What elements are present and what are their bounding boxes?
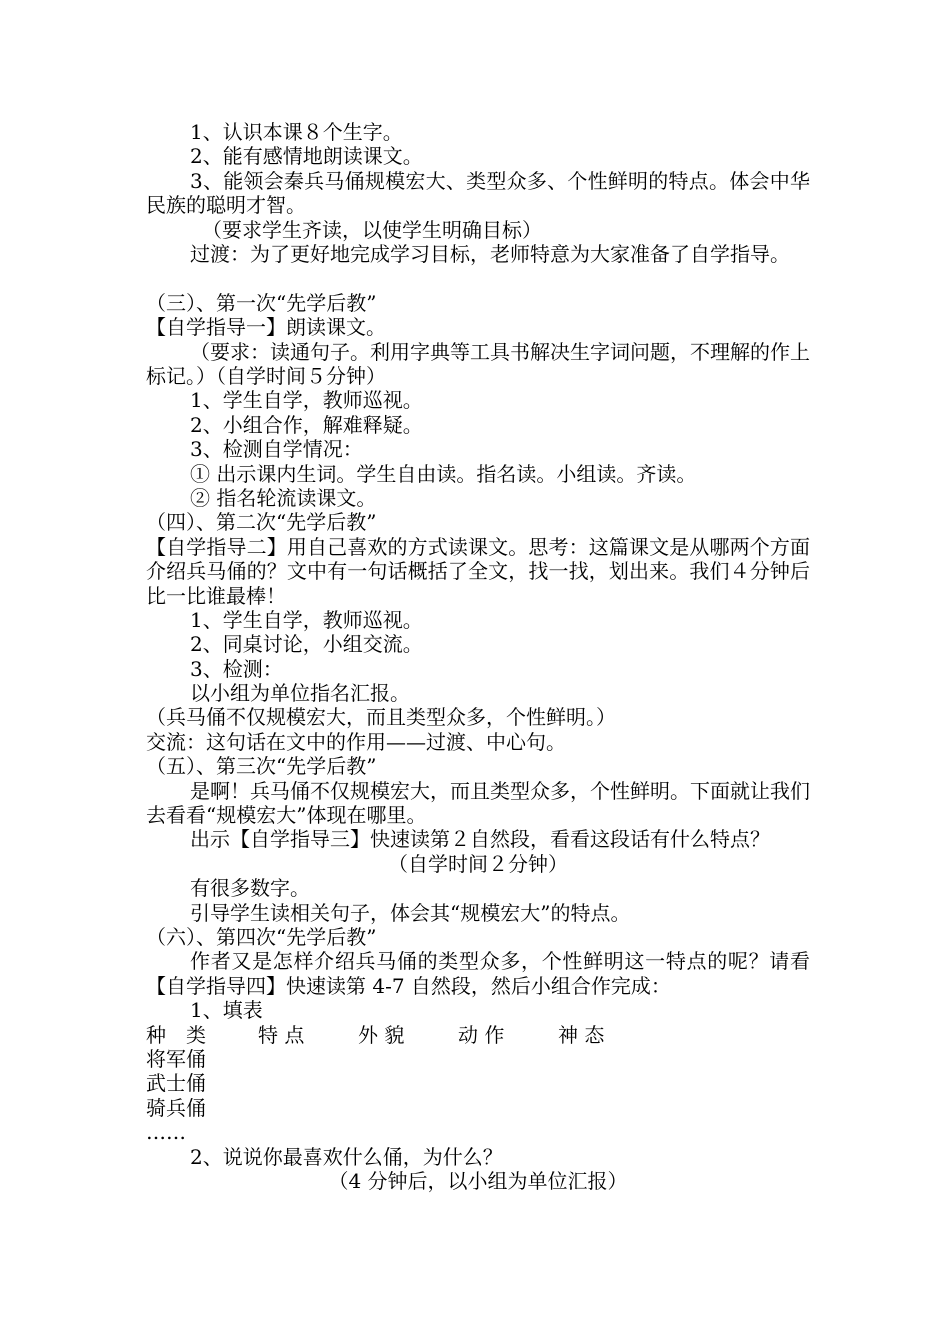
task-3a: 以小组为单位指名汇报。	[190, 681, 410, 706]
answer-3b: 引导学生读相关句子，体会其“规模宏大”的特点。	[190, 900, 631, 925]
table-header-feature: 特 点	[258, 1022, 305, 1047]
section-6-paragraph: 作者又是怎样介绍兵马俑的类型众多，个性鲜明这一特点的呢？请看【自学指导四】快速读第 4-7 自然段，然后小组合作完成：	[146, 949, 810, 998]
table-header-type: 种 类	[146, 1022, 206, 1047]
task-1: 1、学生自学，教师巡视。	[190, 607, 423, 632]
guide-3-line: 出示【自学指导三】快速读第２自然段，看看这段话有什么特点？	[190, 827, 770, 852]
table-header-appearance: 外 貌	[358, 1022, 405, 1047]
section-3-heading: （三）、第一次“先学后教”	[146, 290, 377, 315]
favorite-question: 2、说说你最喜欢什么俑，为什么？	[190, 1144, 503, 1169]
table-row: 将军俑	[146, 1046, 206, 1071]
guide-2-paragraph: 【自学指导二】用自己喜欢的方式读课文。思考：这篇课文是从哪两个方面介绍兵马俑的？文中有一句话概括了全文，找一找，划出来。我们４分钟后比一比谁最棒！	[146, 534, 810, 608]
step-3b: ② 指名轮流读课文。	[190, 485, 377, 510]
table-header-row	[146, 1023, 810, 1047]
transition-paragraph: 过渡：为了更好地完成学习目标，老师特意为大家准备了自学指导。	[190, 241, 790, 266]
objective-1: 1、认识本课８个生字。	[190, 120, 403, 144]
guide-3-time: （自学时间２分钟）	[388, 851, 568, 876]
table-row-ellipsis: ……	[146, 1120, 186, 1145]
table-header-action: 动 作	[458, 1022, 505, 1047]
table-row: 骑兵俑	[146, 1095, 206, 1120]
task-3b: （兵马俑不仅规模宏大，而且类型众多，个性鲜明。）	[146, 705, 616, 730]
document-body	[146, 120, 810, 1193]
fill-table-label: 1、填表	[190, 998, 263, 1023]
section-4-heading: （四）、第二次“先学后教”	[146, 510, 377, 535]
step-3a: ① 出示课内生词。学生自由读。指名读。小组读。齐读。	[190, 461, 697, 486]
step-3: 3、检测自学情况：	[190, 437, 363, 462]
task-2: 2、同桌讨论，小组交流。	[190, 632, 423, 657]
read-requirement: （要求学生齐读，以使学生明确目标）	[202, 217, 542, 242]
section-5-heading: （五）、第三次“先学后教”	[146, 754, 377, 779]
table-header-expression: 神 态	[558, 1022, 605, 1047]
objective-2: 2、能有感情地朗读课文。	[190, 144, 423, 169]
section-5-paragraph: 是啊！兵马俑不仅规模宏大，而且类型众多，个性鲜明。下面就让我们去看看“规模宏大”体现在哪里。	[146, 778, 810, 828]
table-row: 武士俑	[146, 1071, 206, 1096]
step-2: 2、小组合作，解难释疑。	[190, 412, 423, 437]
guide-1-title: 【自学指导一】朗读课文。	[146, 315, 386, 340]
answer-3: 有很多数字。	[190, 876, 310, 901]
task-3: 3、检测：	[190, 656, 283, 681]
favorite-time: （4 分钟后，以小组为单位汇报）	[328, 1168, 628, 1193]
guide-1-requirement: （要求：读通句子。利用字典等工具书解决生字词问题，不理解的作上标记。）（自学时间５分钟）	[146, 339, 810, 388]
task-3c: 交流：这句话在文中的作用——过渡、中心句。	[146, 729, 566, 754]
objective-3: 3、能领会秦兵马俑规模宏大、类型众多、个性鲜明的特点。体会中华民族的聪明才智。	[146, 168, 810, 218]
step-1: 1、学生自学，教师巡视。	[190, 388, 423, 413]
section-6-heading: （六）、第四次“先学后教”	[146, 924, 377, 949]
